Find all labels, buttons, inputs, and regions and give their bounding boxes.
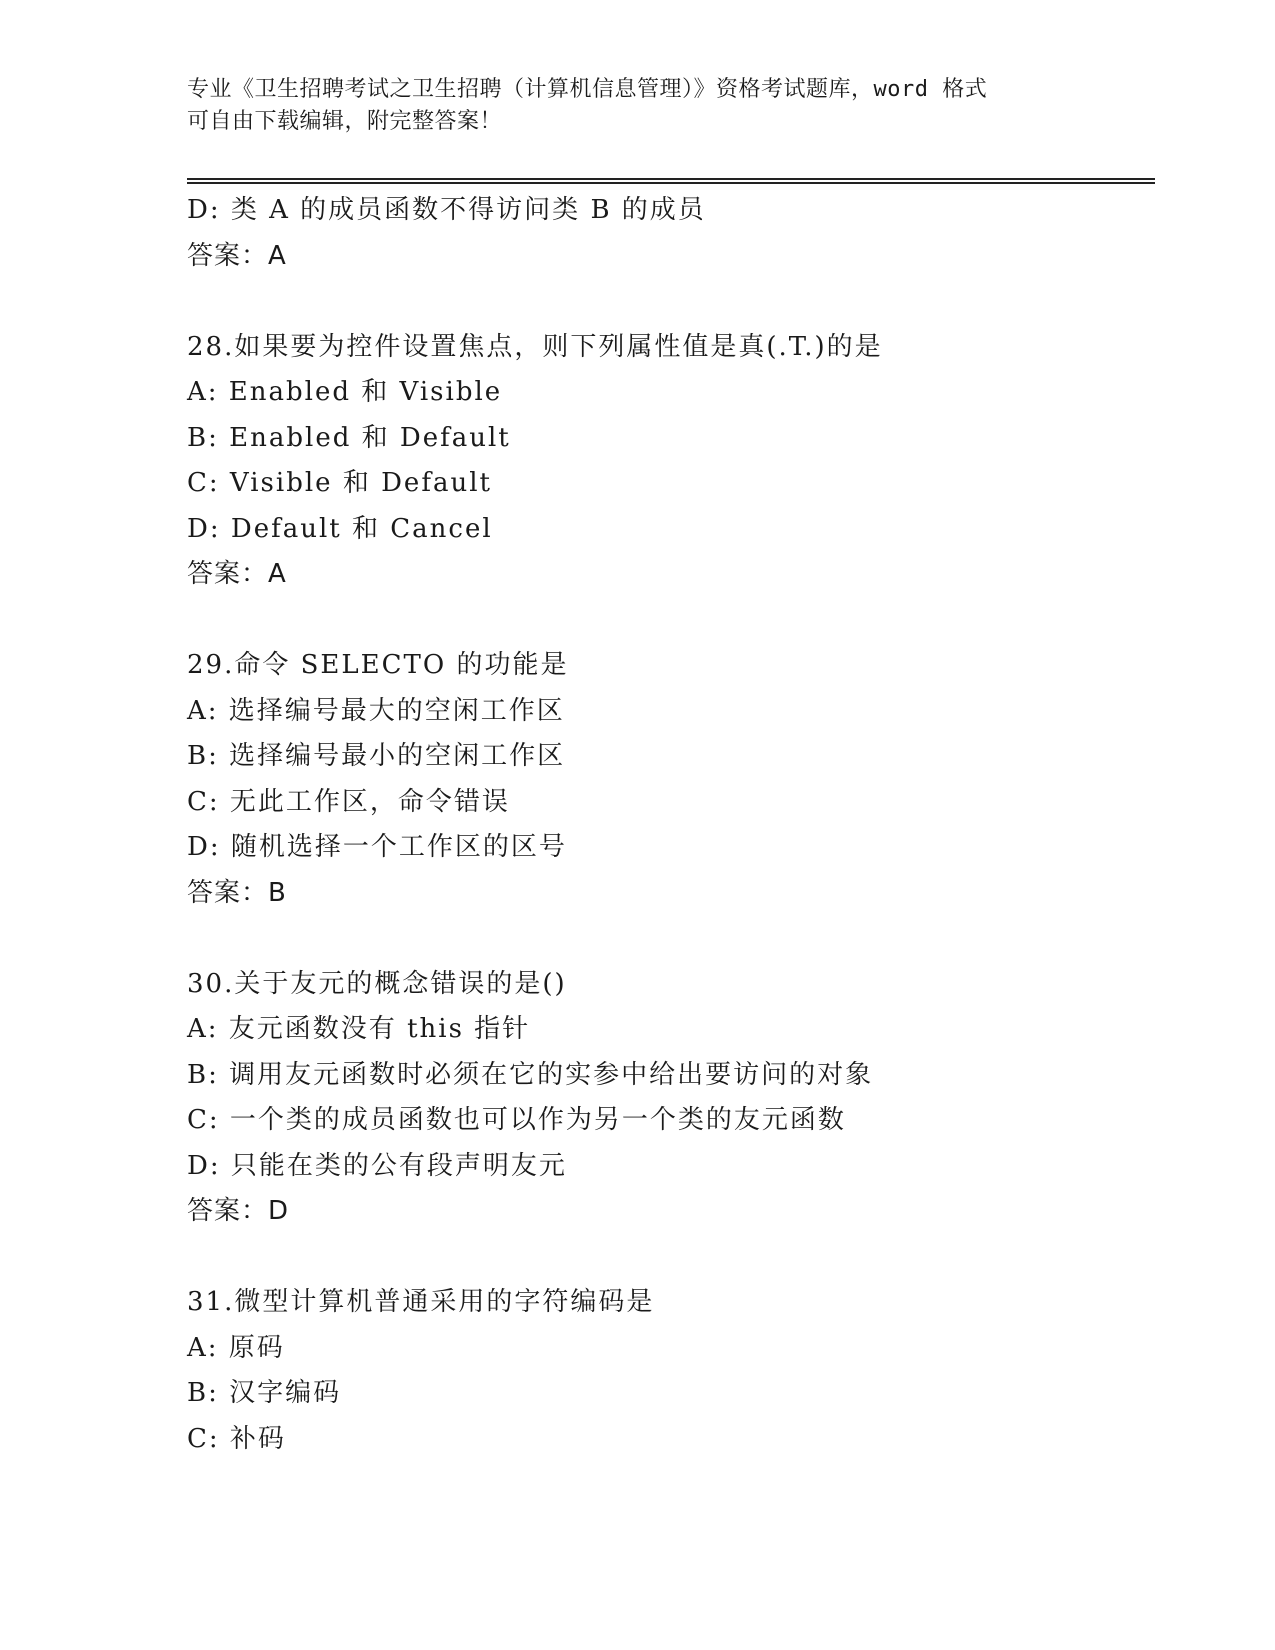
spacer bbox=[187, 279, 1147, 325]
question-title: 30.关于友元的概念错误的是() bbox=[187, 968, 567, 999]
question-block-31 bbox=[187, 1280, 1147, 1462]
document-header bbox=[187, 74, 1087, 138]
option-c: C: Visible 和 Default bbox=[187, 468, 492, 498]
option-d: D: Default 和 Cancel bbox=[187, 513, 493, 544]
answer-label: 答案：A bbox=[187, 240, 287, 271]
option-c: C: 一个类的成员函数也可以作为另一个类的友元函数 bbox=[187, 1105, 846, 1135]
header-double-rule bbox=[187, 178, 1155, 184]
option-c: C: 无此工作区，命令错误 bbox=[187, 786, 510, 817]
option-b: B: Enabled 和 Default bbox=[187, 422, 511, 453]
question-block-30 bbox=[187, 962, 1147, 1235]
option-d: D: 只能在类的公有段声明友元 bbox=[187, 1150, 567, 1181]
question-block-28 bbox=[187, 325, 1147, 598]
question-content bbox=[187, 188, 1147, 1462]
answer-label: 答案：A bbox=[187, 559, 287, 589]
answer-label: 答案：D bbox=[187, 1196, 290, 1226]
header-line-1: 专业《卫生招聘考试之卫生招聘（计算机信息管理）》资格考试题库，word 格式 bbox=[187, 77, 988, 102]
option-b: B: 选择编号最小的空闲工作区 bbox=[187, 741, 566, 771]
question-block-29 bbox=[187, 643, 1147, 916]
header-line-2: 可自由下载编辑，附完整答案！ bbox=[187, 109, 503, 134]
option-a: A: Enabled 和 Visible bbox=[187, 377, 503, 407]
question-title: 31.微型计算机普通采用的字符编码是 bbox=[187, 1287, 655, 1317]
option-c: C: 补码 bbox=[187, 1423, 286, 1454]
option-a: A: 原码 bbox=[187, 1332, 285, 1363]
question-block-27 bbox=[187, 188, 1147, 279]
spacer bbox=[187, 598, 1147, 644]
answer-label: 答案：B bbox=[187, 877, 287, 908]
option-b: B: 调用友元函数时必须在它的实参中给出要访问的对象 bbox=[187, 1059, 874, 1090]
question-title: 29.命令 SELECTO 的功能是 bbox=[187, 650, 569, 680]
spacer bbox=[187, 1235, 1147, 1281]
option-b: B: 汉字编码 bbox=[187, 1378, 342, 1408]
spacer bbox=[187, 916, 1147, 962]
option-a: A: 选择编号最大的空闲工作区 bbox=[187, 695, 565, 726]
option-d: D: 随机选择一个工作区的区号 bbox=[187, 832, 567, 862]
question-title: 28.如果要为控件设置焦点，则下列属性值是真(.T.)的是 bbox=[187, 331, 883, 362]
option-d: D: 类 A 的成员函数不得访问类 B 的成员 bbox=[187, 195, 706, 225]
option-a: A: 友元函数没有 this 指针 bbox=[187, 1014, 531, 1044]
